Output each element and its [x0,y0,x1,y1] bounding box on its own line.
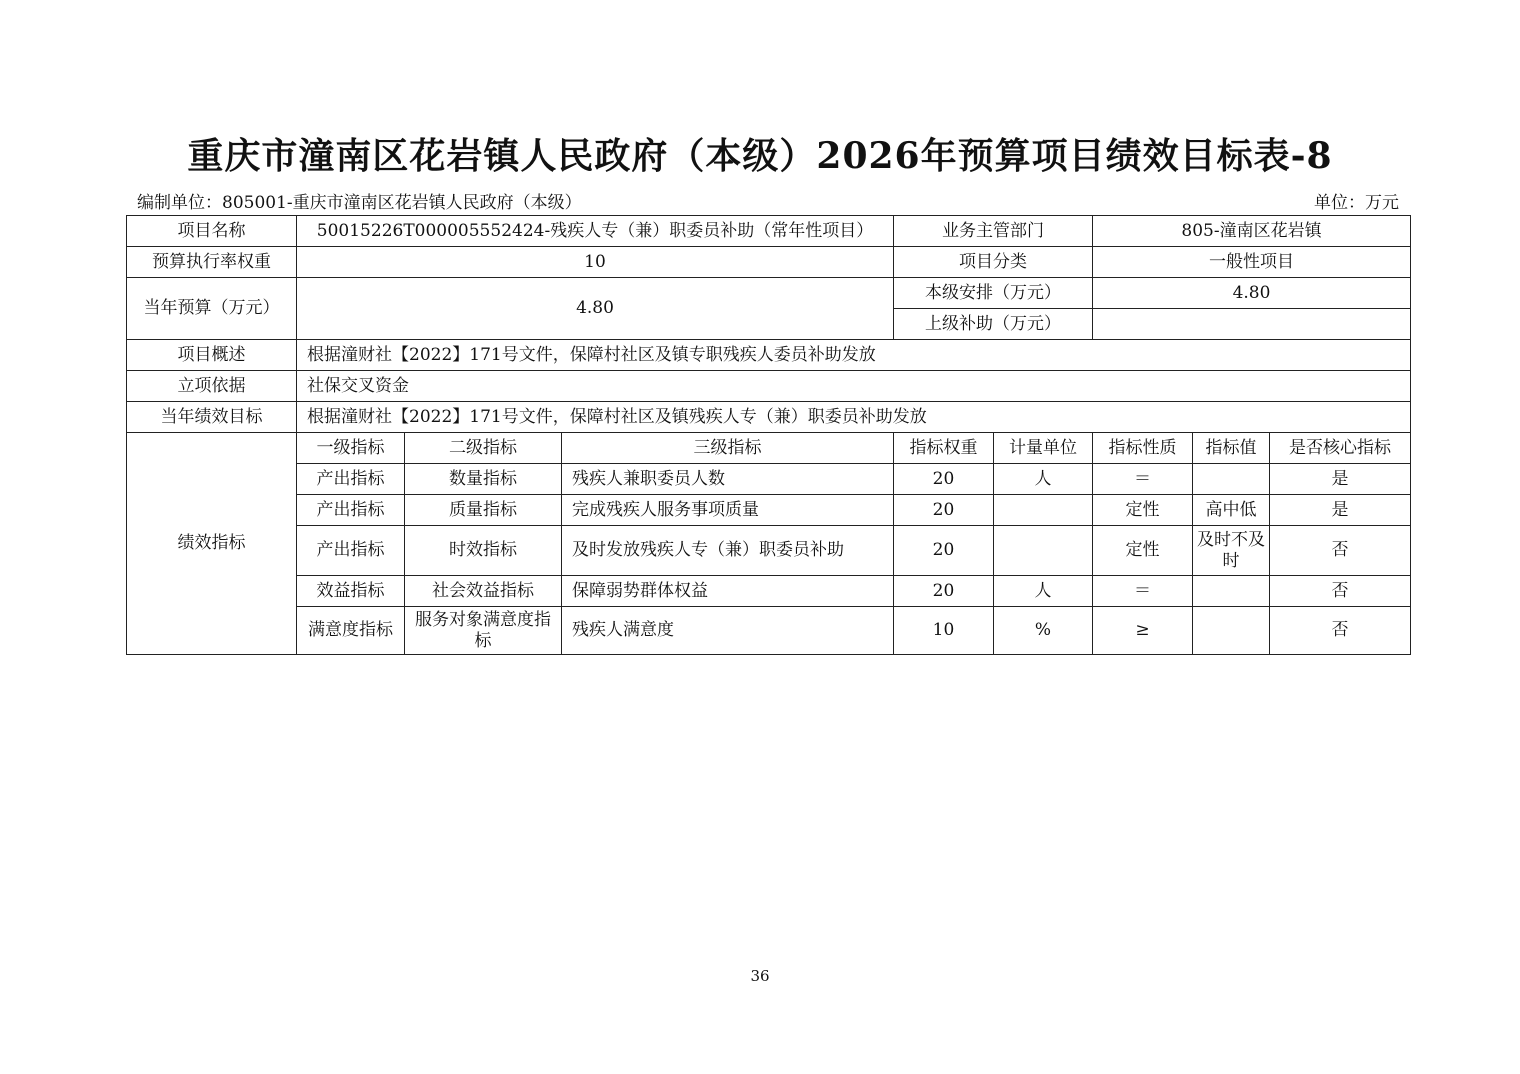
goal-value: 根据潼财社【2022】171号文件，保障村社区及镇残疾人专（兼）职委员补助发放 [297,402,1411,433]
core-cell: 否 [1270,526,1411,576]
header-cell: 指标权重 [894,433,994,464]
level2-cell: 质量指标 [405,495,562,526]
indicator-row [127,464,1411,495]
nature-cell: ＝ [1093,576,1193,607]
value-cell [1193,576,1270,607]
nature-cell: ＝ [1093,464,1193,495]
weight-label: 预算执行率权重 [127,247,297,278]
level3-cell: 残疾人满意度 [562,607,894,655]
level1-cell: 满意度指标 [297,607,405,655]
header-cell: 指标性质 [1093,433,1193,464]
value-cell: 及时不及时 [1193,526,1270,576]
header-cell: 二级指标 [405,433,562,464]
indicator-row [127,526,1411,576]
level1-cell: 产出指标 [297,495,405,526]
dept-value: 805-潼南区花岩镇 [1093,216,1411,247]
core-cell: 是 [1270,464,1411,495]
page-number: 36 [750,967,770,985]
core-cell: 否 [1270,607,1411,655]
row-budget [127,278,1411,309]
header-cell: 三级指标 [562,433,894,464]
value-cell [1193,464,1270,495]
level2-cell: 社会效益指标 [405,576,562,607]
level3-cell: 完成残疾人服务事项质量 [562,495,894,526]
weight-cell: 20 [894,576,994,607]
unit-cell: 人 [994,576,1093,607]
unit-cell: 人 [994,464,1093,495]
indicators-label: 绩效指标 [127,433,297,655]
page-title: 重庆市潼南区花岩镇人民政府（本级）2026年预算项目绩效目标表-8 [187,135,1333,177]
nature-cell: ≥ [1093,607,1193,655]
core-cell: 否 [1270,576,1411,607]
goal-label: 当年绩效目标 [127,402,297,433]
budget-value: 4.80 [297,278,894,340]
row-overview [127,340,1411,371]
level1-cell: 产出指标 [297,464,405,495]
indicator-row [127,495,1411,526]
project-name-label: 项目名称 [127,216,297,247]
level1-cell: 效益指标 [297,576,405,607]
row-weight [127,247,1411,278]
overview-value: 根据潼财社【2022】171号文件，保障村社区及镇专职残疾人委员补助发放 [297,340,1411,371]
dept-label: 业务主管部门 [894,216,1093,247]
nature-cell: 定性 [1093,495,1193,526]
category-label: 项目分类 [894,247,1093,278]
budget-label: 当年预算（万元） [127,278,297,340]
nature-cell: 定性 [1093,526,1193,576]
header-cell: 是否核心指标 [1270,433,1411,464]
overview-label: 项目概述 [127,340,297,371]
unit-cell: % [994,607,1093,655]
indicator-header-row [127,433,1411,464]
weight-cell: 20 [894,495,994,526]
level3-cell: 残疾人兼职委员人数 [562,464,894,495]
category-value: 一般性项目 [1093,247,1411,278]
level2-cell: 服务对象满意度指标 [405,607,562,655]
header-cell: 指标值 [1193,433,1270,464]
weight-value: 10 [297,247,894,278]
row-goal [127,402,1411,433]
level3-cell: 保障弱势群体权益 [562,576,894,607]
weight-cell: 10 [894,607,994,655]
upper-value [1093,309,1411,340]
level2-cell: 时效指标 [405,526,562,576]
header-cell: 一级指标 [297,433,405,464]
local-label: 本级安排（万元） [894,278,1093,309]
level2-cell: 数量指标 [405,464,562,495]
unit-cell [994,526,1093,576]
level3-cell: 及时发放残疾人专（兼）职委员补助 [562,526,894,576]
upper-label: 上级补助（万元） [894,309,1093,340]
indicator-row [127,607,1411,655]
currency-unit: 单位：万元 [1314,193,1399,213]
weight-cell: 20 [894,526,994,576]
local-value: 4.80 [1093,278,1411,309]
value-cell: 高中低 [1193,495,1270,526]
row-project-name [127,216,1411,247]
basis-label: 立项依据 [127,371,297,402]
value-cell [1193,607,1270,655]
indicator-row [127,576,1411,607]
core-cell: 是 [1270,495,1411,526]
header-cell: 计量单位 [994,433,1093,464]
weight-cell: 20 [894,464,994,495]
compiler-unit: 编制单位：805001-重庆市潼南区花岩镇人民政府（本级） [137,193,582,213]
level1-cell: 产出指标 [297,526,405,576]
row-basis [127,371,1411,402]
project-name-value: 50015226T000005552424-残疾人专（兼）职委员补助（常年性项目） [297,216,894,247]
basis-value: 社保交叉资金 [297,371,1411,402]
performance-table [126,215,1411,655]
unit-cell [994,495,1093,526]
